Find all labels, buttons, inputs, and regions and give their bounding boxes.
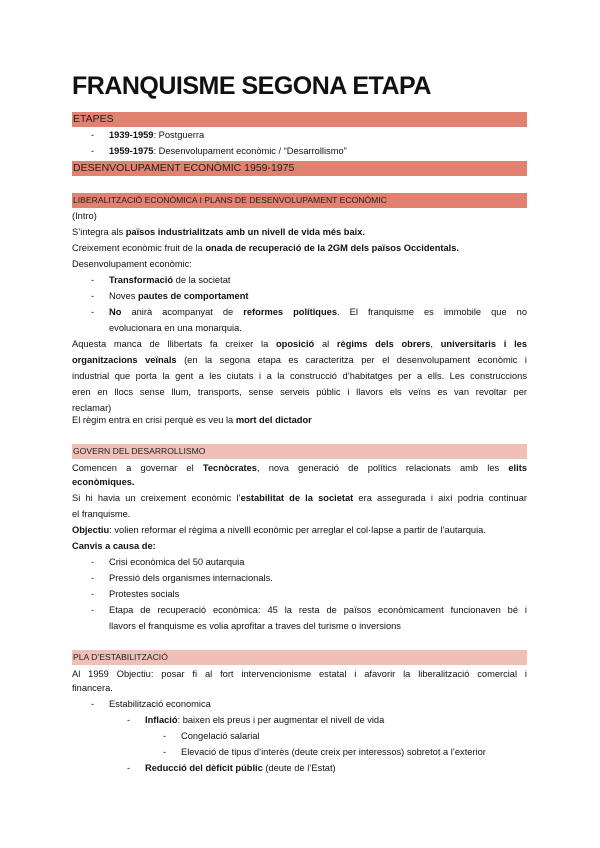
dash-bullet: - [91, 573, 95, 583]
paragraph-line: financera. [72, 683, 113, 693]
bullet-item-continuation: llavors el franquisme es volia aprofitar a traves del turisme o inversions [109, 621, 401, 631]
paragraph-line: Comencen a governar el Tecnòcrates, nova generació de polítics relacionats amb les elits [72, 463, 527, 473]
paragraph-line: Objectiu: volien reformar el règima a nivelll econòmic per arreglar el col·lapse a partir de l’autarquia. [72, 525, 486, 535]
dash-bullet: - [91, 130, 95, 140]
paragraph-line: eren en llocs sense llum, transports, sense serveis públic i llavors els veïns es van revoltar per [72, 387, 527, 397]
paragraph-line: econòmiques. [72, 477, 135, 487]
page-title: FRANQUISME SEGONA ETAPA [72, 72, 431, 100]
section-header-govern: GOVERN DEL DESARROLLISMO [72, 444, 527, 459]
sub-sub-bullet-item: Congelació salarial [181, 731, 260, 741]
paragraph-line: el franquisme. [72, 509, 131, 519]
dash-bullet: - [91, 605, 95, 615]
paragraph-line: Si hi havia un creixement econòmic l’estabilitat de la societat era assegurada i així podria continuar [72, 493, 527, 503]
section-header-pla: PLA D’ESTABILITZACIÓ [72, 650, 527, 665]
bullet-item: Noves pautes de comportament [109, 291, 249, 301]
paragraph-line: Al 1959 Objectiu: posar fi al fort intervencionisme estatal i afavorir la liberalització comercial i [72, 669, 527, 679]
paragraph-line: Creixement econòmic fruit de la onada de recuperació de la 2GM dels països Occidentals. [72, 243, 460, 253]
dash-bullet: - [127, 715, 131, 725]
sub-bullet-item: Inflació: baixen els preus i per augmentar el nivell de vida [145, 715, 385, 725]
dash-bullet: - [91, 275, 95, 285]
bullet-item: Protestes socials [109, 589, 180, 599]
sub-sub-bullet-item: Elevació de tipus d’interès (deute creix per interessos) sobretot a l’exterior [181, 747, 486, 757]
bullet-item: Transformació de la societat [109, 275, 231, 285]
dash-bullet: - [91, 589, 95, 599]
bullet-item: Estabilització economica [109, 699, 211, 709]
dash-bullet: - [163, 731, 167, 741]
paragraph-line: industrial que porta la gent a les ciutats i a la construcció d’habitatges per a ells. Les construccions [72, 371, 527, 381]
section-header-desenvolupament: DESENVOLUPAMENT ECONÒMIC 1959-1975 [72, 161, 527, 176]
bullet-item-continuation: evolucionara en una monarquia. [109, 323, 242, 333]
bullet-item: Pressió dels organismes internacionals. [109, 573, 273, 583]
dash-bullet: - [91, 699, 95, 709]
section-header-liberalitzacio: LIBERALITZACIÓ ECONÒMICA I PLANS DE DESENVOLUPAMENT ECONÒMIC [72, 193, 527, 208]
dash-bullet: - [163, 747, 167, 757]
bullet-item: Crisi econòmica del 50 autarquia [109, 557, 245, 567]
paragraph-line: El règim entra en crisi perquè es veu la mort del dictador [72, 415, 312, 425]
dash-bullet: - [91, 557, 95, 567]
paragraph-line: Canvis a causa de: [72, 541, 156, 551]
dash-bullet: - [127, 763, 131, 773]
intro-label: (Intro) [72, 211, 97, 221]
paragraph-line: reclamar) [72, 403, 112, 413]
paragraph-line: Aquesta manca de llibertats fa creixer la oposició al règims dels obrers, universitaris i les [72, 339, 528, 349]
dash-bullet: - [91, 146, 95, 156]
sub-bullet-item: Reducció del dèficit públic (deute de l’Estat) [145, 763, 336, 773]
etapa-item: 1939-1959: Postguerra [109, 130, 205, 140]
paragraph-line: S’integra als països industrialitzats amb un nivell de vida més baix. [72, 227, 365, 237]
bullet-item: Etapa de recuperació econòmica: 45 la resta de països econòmicament funcionaven bé i [109, 605, 527, 615]
etapa-item: 1959-1975: Desenvolupament econòmic / “Desarrollismo” [109, 146, 347, 156]
paragraph-line: organitzacions veïnals (en la segona etapa es caracteritza per el desenvolupament econòmic i [72, 355, 527, 365]
dash-bullet: - [91, 307, 95, 317]
paragraph-line: Desenvolupament econòmic: [72, 259, 192, 269]
bullet-item: No anirà acompanyat de reformes polítiques. El franquisme es immobile que no [109, 307, 527, 317]
section-header-etapes: ETAPES [72, 112, 527, 127]
dash-bullet: - [91, 291, 95, 301]
